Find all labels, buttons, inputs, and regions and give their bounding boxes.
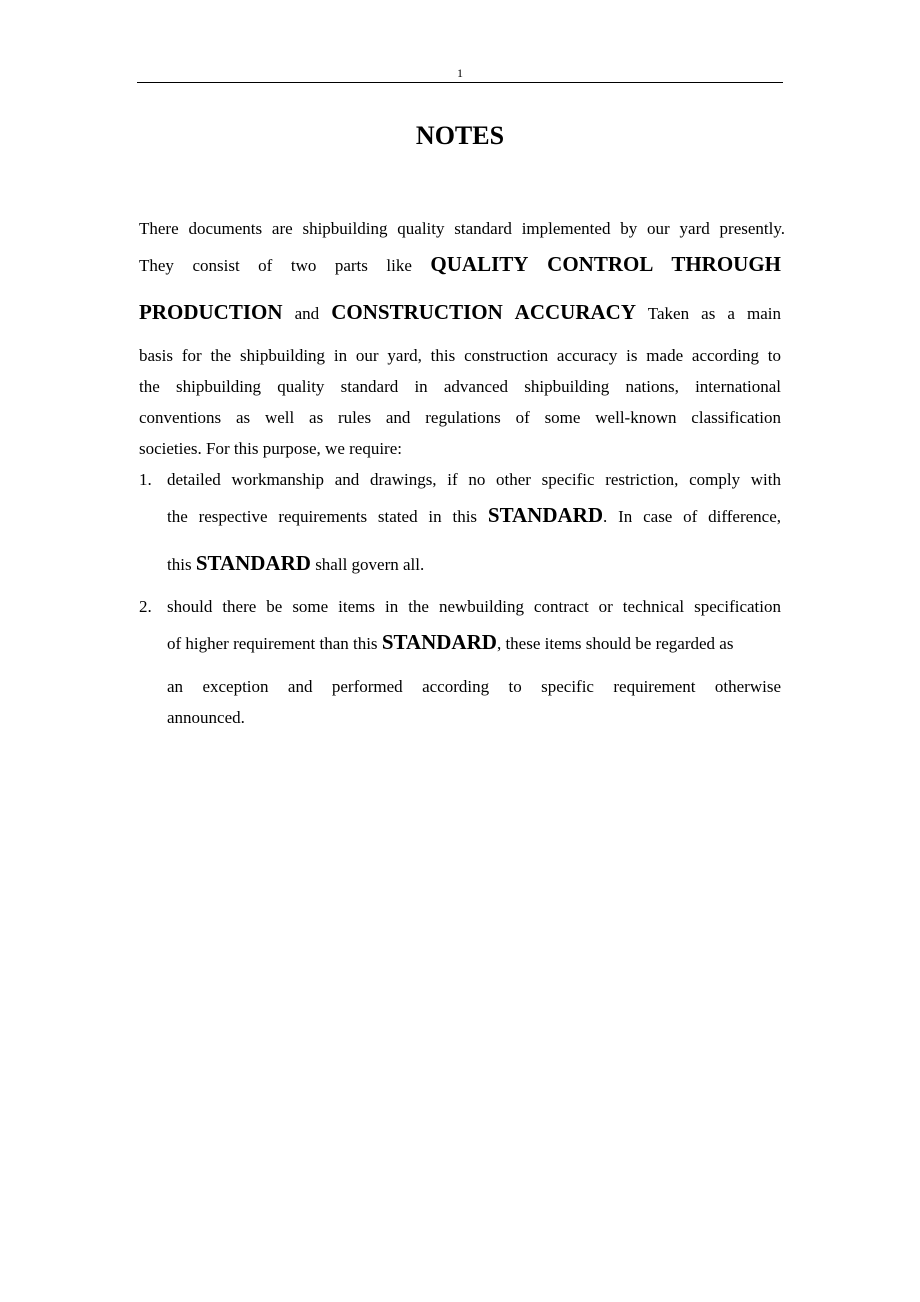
list-item-line-2 [167,631,781,655]
list-item-line-1: should there be some items in the newbuilding contract or technical specification [167,597,781,616]
list-item-line-2 [167,504,781,528]
intro-line-7: societies. For this purpose, we require: [139,439,402,458]
list-item-line-3: an exception and performed according to specific requirement otherwise [167,677,781,696]
standard-term: STANDARD. In case of difference, [487,503,782,527]
list-item-line-3 [167,552,424,576]
intro-line-5: the shipbuilding quality standard in advanced shipbuilding nations, international [139,377,781,396]
list-item-line-3-text: this [167,555,192,574]
page-number: 1 [457,66,463,80]
intro-line-2 [139,253,781,277]
production-heading: PRODUCTION [139,300,283,324]
intro-line-3-tail: Taken as a main [647,304,781,323]
construction-accuracy-heading: CONSTRUCTION ACCURACY [331,300,636,324]
list-item-number: 2. [139,597,152,616]
intro-line-6: conventions as well as rules and regulations of some well-known classification [139,408,781,427]
intro-line-3 [139,301,781,325]
intro-line-4: basis for the shipbuilding in our yard, this construction accuracy is made according to [139,346,781,365]
intro-line-1: There documents are shipbuilding quality standard implemented by our yard presently. [139,219,785,238]
list-item-line-2-text: of higher requirement than this [167,634,378,653]
list-item-line-3-tail: shall govern all. [315,555,425,574]
list-item-line-2-text: the respective requirements stated in this [167,507,478,526]
page-title: NOTES [415,121,505,150]
list-item-line-1: detailed workmanship and drawings, if no other specific restriction, comply with [167,470,781,489]
standard-term: STANDARD [195,551,311,575]
standard-term: STANDARD, these items should be regarded as [381,630,734,654]
list-item-number: 1. [139,470,152,489]
and-text: and [294,304,320,323]
header-rule [137,82,783,83]
list-item-line-4: announced. [167,708,245,727]
quality-control-heading: QUALITY CONTROL THROUGH [430,252,781,276]
intro-line-2-text: They consist of two parts like [139,256,412,275]
